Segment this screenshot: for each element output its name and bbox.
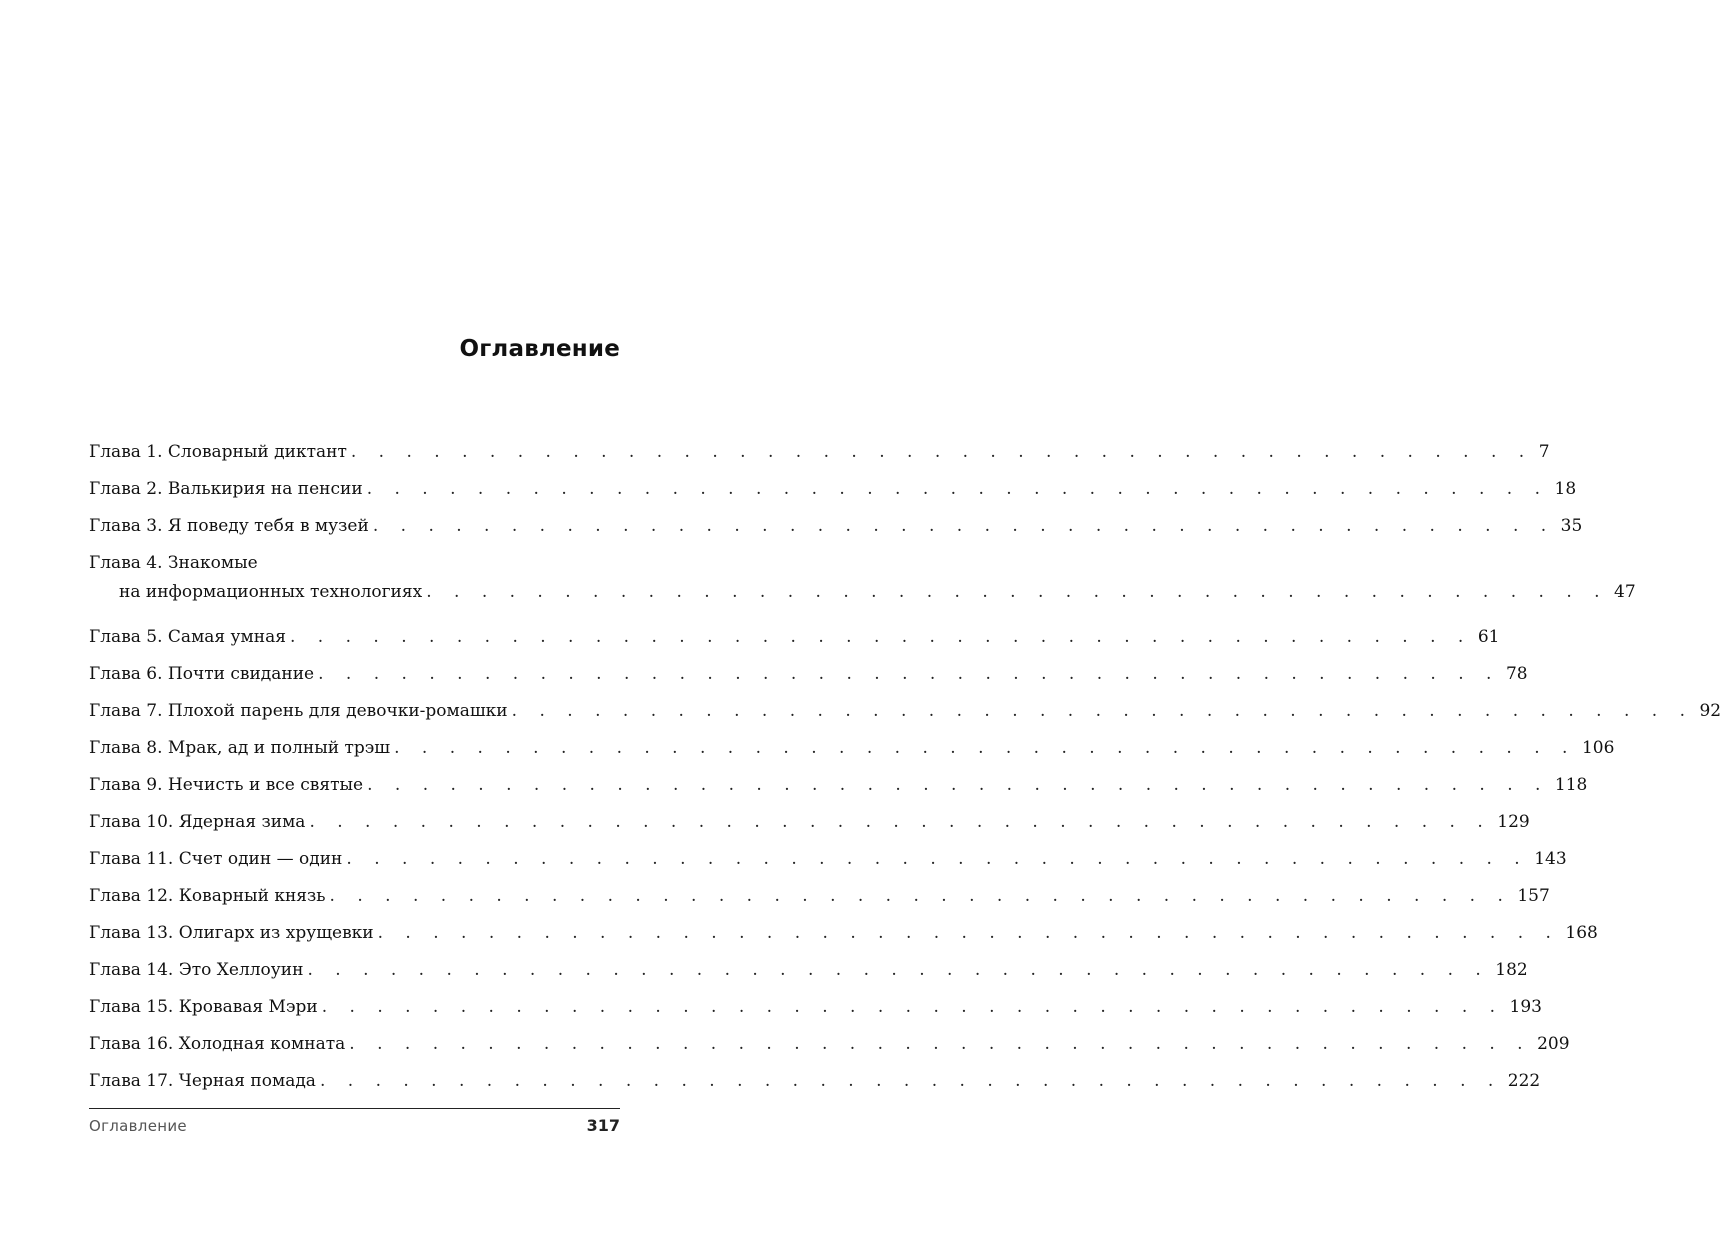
toc-entry-6[interactable] (89, 660, 1528, 697)
dot-leader: . . . . . . . . . . . . . . . . . . . . . . . . . . . . . . . . . . . . . . . . . . . (377, 923, 1560, 943)
dot-leader: . . . . . . . . . . . . . . . . . . . . . . . . . . . . . . . . . . . . . . . . . . . (394, 738, 1576, 758)
toc-entry-12[interactable] (89, 882, 1550, 919)
toc-entry-title: Глава 14. Это Хеллоуин (89, 960, 304, 980)
toc-entry-9[interactable] (89, 771, 1588, 808)
dot-leader: . . . . . . . . . . . . . . . . . . . . . . . . . . . . . . . . . . . . . . . . . . . (289, 627, 1472, 647)
toc-entry-page: 78 (1505, 664, 1528, 684)
toc-entry-title: Глава 15. Кровавая Мэри (89, 997, 318, 1017)
dot-leader: . . . . . . . . . . . . . . . . . . . . . . . . . . . . . . . . . . . . . . . . . . . (349, 1034, 1532, 1054)
toc-entry-16[interactable] (89, 1030, 1570, 1067)
toc-entry-13[interactable] (89, 919, 1598, 956)
toc-entry-page: 129 (1497, 812, 1530, 832)
dot-leader: . . . . . . . . . . . . . . . . . . . . . . . . . . . . . . . . . . . . . . . . . . . (329, 886, 1512, 906)
toc-entry-title: Глава 9. Нечисть и все святые (89, 775, 364, 795)
table-of-contents (89, 438, 1721, 1104)
toc-entry-page: 18 (1554, 479, 1577, 499)
footer-divider (89, 1108, 620, 1109)
toc-entry-title: Глава 16. Холодная комната (89, 1034, 346, 1054)
page-number: 317 (586, 1116, 620, 1135)
toc-entry-title: Глава 10. Ядерная зима (89, 812, 306, 832)
dot-leader: . . . . . . . . . . . . . . . . . . . . . . . . . . . . . . . . . . . . . . . . . . . (350, 442, 1533, 462)
toc-entry-3[interactable] (89, 512, 1583, 549)
toc-entry-page: 47 (1614, 582, 1636, 602)
toc-entry-title: Глава 3. Я поведу тебя в музей (89, 516, 369, 536)
toc-entry-5[interactable] (89, 623, 1500, 660)
toc-entry-title: Глава 7. Плохой парень для девочки-ромашки (89, 701, 508, 721)
toc-entry-page: 106 (1581, 738, 1615, 758)
toc-entry-17[interactable] (89, 1067, 1541, 1104)
toc-entry-title: Глава 6. Почти свидание (89, 664, 315, 684)
dot-leader: . . . . . . . . . . . . . . . . . . . . . . . . . . . . . . . . . . . . . . . . . . . (307, 960, 1490, 980)
toc-entry-title: Глава 11. Счет один — один (89, 849, 343, 869)
toc-entry-title: Глава 4. Знакомые (89, 553, 258, 573)
toc-entry-14[interactable] (89, 956, 1528, 993)
toc-entry-11[interactable] (89, 845, 1567, 882)
toc-entry-page: 7 (1538, 442, 1550, 462)
toc-entry-page: 222 (1507, 1071, 1541, 1091)
toc-entry-page: 92 (1699, 701, 1721, 721)
toc-entry-title: Глава 13. Олигарх из хрущевки (89, 923, 374, 943)
dot-leader: . . . . . . . . . . . . . . . . . . . . . . . . . . . . . . . . . . . . . . . . . . . (367, 775, 1549, 795)
toc-entry-title: Глава 12. Коварный князь (89, 886, 326, 906)
toc-entry-title-continuation: на информационных технологиях (119, 582, 423, 602)
toc-entry-title: Глава 1. Словарный диктант (89, 442, 347, 462)
toc-entry-page: 209 (1537, 1034, 1570, 1054)
toc-entry-2[interactable] (89, 475, 1577, 512)
toc-entry-page: 182 (1495, 960, 1528, 980)
toc-entry-8[interactable] (89, 734, 1615, 771)
dot-leader: . . . . . . . . . . . . . . . . . . . . . . . . . . . . . . . . . . . . . . . . . . . (426, 582, 1609, 602)
toc-entry-10[interactable] (89, 808, 1530, 845)
toc-entry-title: Глава 5. Самая умная (89, 627, 286, 647)
toc-entry-page: 157 (1517, 886, 1550, 906)
toc-entry-title: Глава 8. Мрак, ад и полный трэш (89, 738, 391, 758)
dot-leader: . . . . . . . . . . . . . . . . . . . . . . . . . . . . . . . . . . . . . . . . . . . (319, 1071, 1502, 1091)
dot-leader: . . . . . . . . . . . . . . . . . . . . . . . . . . . . . . . . . . . . . . . . . . . (321, 997, 1504, 1017)
toc-entry-title: Глава 2. Валькирия на пенсии (89, 479, 363, 499)
toc-entry-page: 118 (1554, 775, 1588, 795)
toc-entry-4[interactable] (89, 549, 1636, 623)
toc-entry-1[interactable] (89, 438, 1550, 475)
dot-leader: . . . . . . . . . . . . . . . . . . . . . . . . . . . . . . . . . . . . . . . . . . . (372, 516, 1555, 536)
dot-leader: . . . . . . . . . . . . . . . . . . . . . . . . . . . . . . . . . . . . . . . . . . . (318, 664, 1500, 684)
toc-entry-page: 61 (1477, 627, 1500, 647)
toc-entry-title: Глава 17. Черная помада (89, 1071, 316, 1091)
dot-leader: . . . . . . . . . . . . . . . . . . . . . . . . . . . . . . . . . . . . . . . . . . . (346, 849, 1529, 869)
toc-entry-page: 168 (1565, 923, 1598, 943)
dot-leader: . . . . . . . . . . . . . . . . . . . . . . . . . . . . . . . . . . . . . . . . . . . (366, 479, 1549, 499)
toc-entry-7[interactable] (89, 697, 1721, 734)
dot-leader: . . . . . . . . . . . . . . . . . . . . . . . . . . . . . . . . . . . . . . . . . . . (511, 701, 1694, 721)
running-footer-title: Оглавление (89, 1117, 187, 1135)
toc-entry-page: 143 (1534, 849, 1567, 869)
toc-entry-page: 35 (1560, 516, 1583, 536)
page-title: Оглавление (459, 336, 620, 362)
toc-entry-page: 193 (1509, 997, 1542, 1017)
toc-entry-15[interactable] (89, 993, 1542, 1030)
dot-leader: . . . . . . . . . . . . . . . . . . . . . . . . . . . . . . . . . . . . . . . . . . . (309, 812, 1492, 832)
